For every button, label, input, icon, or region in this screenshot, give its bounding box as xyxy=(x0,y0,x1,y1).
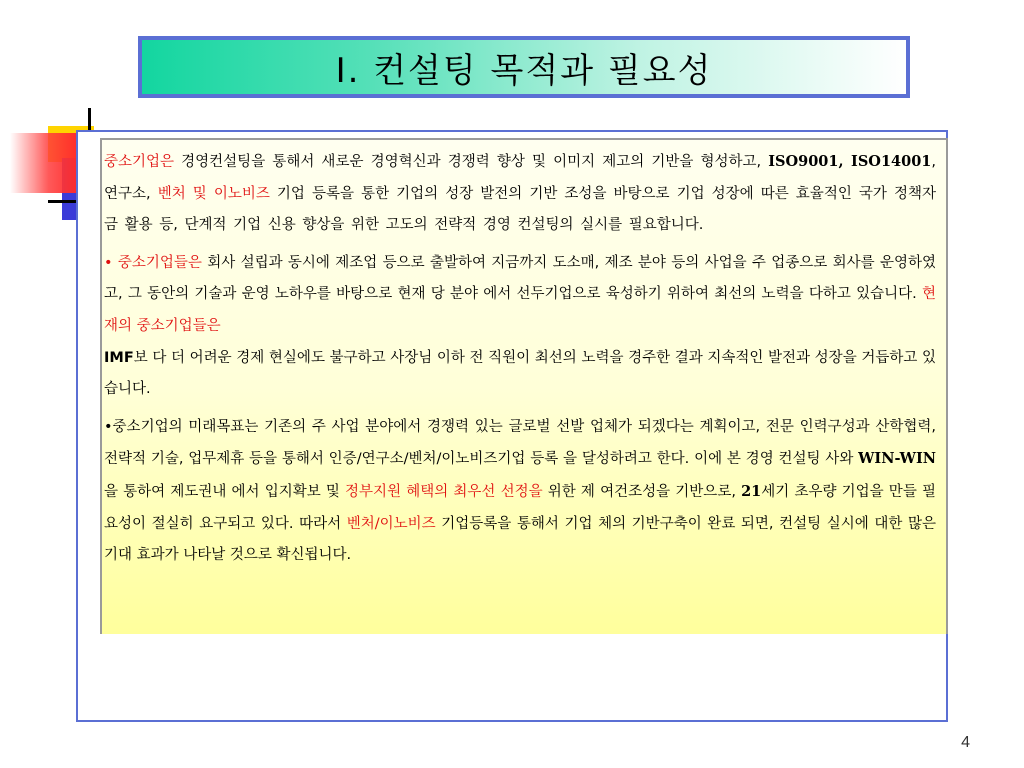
text-segment: 세기 초우량 기업을 만들 필요성이 절실히 요구되고 있다. 따라서 xyxy=(104,483,936,532)
text-segment: 을 통하여 제도권내 에서 입지확보 및 xyxy=(104,483,346,500)
decor-red-gradient xyxy=(10,133,80,193)
highlight-venture-innobiz: 벤처/이노비즈 xyxy=(346,515,436,532)
highlight-sme: 중소기업은 xyxy=(104,154,175,170)
text-segment: 보 다 더 어려운 경제 현실에도 불구하고 사장님 이하 전 직원이 최선의 노력을 경주한 결과 지속적인 발전과 성장을 거듭하고 있습니다. xyxy=(104,349,936,398)
text-iso: ISO9001, ISO14001 xyxy=(768,153,932,170)
text-segment: , 연구소, xyxy=(104,154,936,202)
slide-title: Ⅰ. 컨설팅 목적과 필요성 xyxy=(335,50,713,91)
highlight-gov-support: 정부지원 혜택의 최우선 선정을 xyxy=(345,483,543,500)
text-segment: 기업등록을 통해서 기업 체의 기반구축이 완료 되면, 컨설팅 실시에 대한 많은 기대 효과가 나타날 것으로 확신됩니다. xyxy=(104,515,936,564)
bullet: • xyxy=(104,254,118,271)
text-21: 21 xyxy=(741,482,762,500)
text-segment: 기업 등록을 통한 기업의 성장 발전의 기반 조성을 바탕으로 기업 성장에 따른 효율적인 국가 정책자금 활용 등, 단계적 기업 신용 향상을 위한 고도의 전략적 경영 컨설팅의 실시를 필요합니다. xyxy=(104,185,936,234)
text-segment: 위한 제 여건조성을 기반으로, xyxy=(542,483,742,500)
text-win-win: WIN-WIN xyxy=(858,450,936,468)
paragraph-2 xyxy=(104,248,936,406)
highlight-venture: 벤처 및 이노비즈 xyxy=(157,185,270,202)
highlight-smes: 중소기업들은 xyxy=(117,254,202,271)
page-number: 4 xyxy=(961,734,970,751)
slide-title-box xyxy=(138,36,910,98)
text-segment: •중소기업의 미래목표는 기존의 주 사업 분야에서 경쟁력 있는 글로벌 선발 업체가 되겠다는 계획이고, 전문 인력구성과 산학협력, 전략적 기술, 업무제휴 등을 통해서 인증/연구소/벤처/이노비즈기업 등록 을 달성하려고 한다. 이에 본 경영 컨설팅 사와 xyxy=(104,418,936,468)
text-segment: 회사 설립과 동시에 제조업 등으로 출발하여 지금까지 도소매, 제조 분야 등의 사업을 주 업종으로 회사를 운영하였고, 그 동안의 기술과 운영 노하우를 바탕으로 현재 당 분야 에서 선두기업으로 육성하기 위하여 최선의 노력을 다하고 있습니다. xyxy=(104,254,936,303)
paragraph-3 xyxy=(104,412,936,572)
text-segment: 경영컨설팅을 통해서 새로운 경영혁신과 경쟁력 향상 및 이미지 제고의 기반을 형성하고, xyxy=(174,154,769,170)
body-text xyxy=(104,146,936,572)
text-imf: IMF xyxy=(104,349,134,366)
paragraph-1 xyxy=(104,146,936,242)
highlight-current-smes: 현재의 중소기업들은 xyxy=(104,286,936,334)
